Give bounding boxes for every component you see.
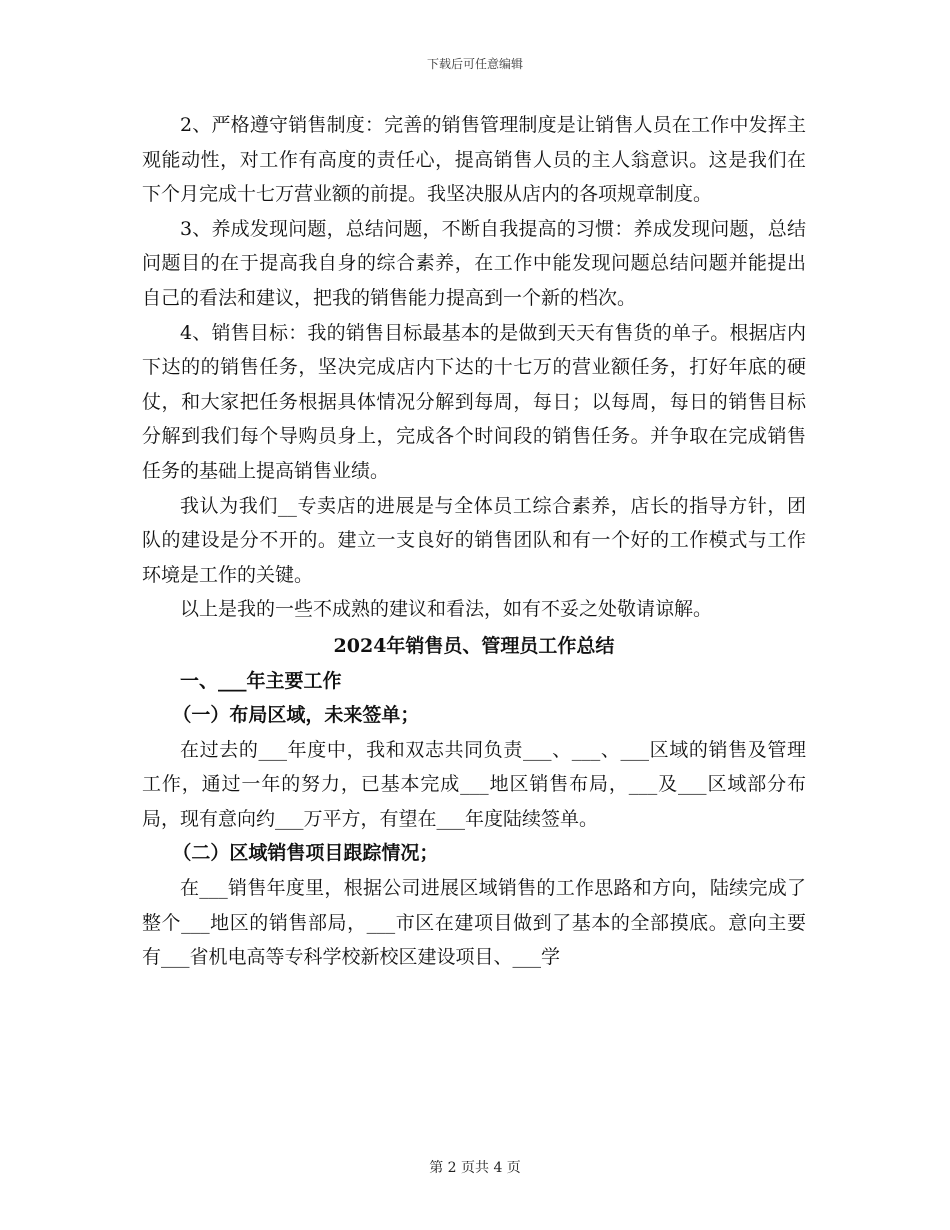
paragraph-layout: 在过去的___年度中，我和双志共同负责___、___、___区域的销售及管理工作，通过一年的努力，已基本完成___地区销售布局，___及___区域部分布局，现有意向约___万平方，有望在___年度陆续签单。 — [142, 738, 806, 830]
document-title: 2024年销售员、管理员工作总结 — [333, 634, 615, 657]
paragraph-sales-rules: 2、严格遵守销售制度：完善的销售管理制度是让销售人员在工作中发挥主观能动性，对工作有高度的责任心，提高销售人员的主人翁意识。这是我们在下个月完成十七万营业额的前提。我坚决服从店内的各项规章制度。 — [142, 114, 806, 206]
paragraph-problem-habits: 3、养成发现问题，总结问题，不断自我提高的习惯：养成发现问题，总结问题目的在于提高我自身的综合素养，在工作中能发现问题总结问题并能提出自己的看法和建议，把我的销售能力提高到一个新的档次。 — [142, 217, 806, 309]
paragraph-closing: 以上是我的一些不成熟的建议和看法，如有不妥之处敬请谅解。 — [180, 598, 713, 621]
page-footer: 第 2 页共 4 页 — [429, 1160, 521, 1176]
section-heading-main-work: 一、___年主要工作 — [180, 669, 342, 692]
subsection-heading-tracking: （二）区域销售项目跟踪情况； — [172, 842, 439, 865]
paragraph-sales-target: 4、销售目标：我的销售目标最基本的是做到天天有售货的单子。根据店内下达的的销售任务，坚决完成店内下达的十七万的营业额任务，打好年底的硬仗，和大家把任务根据具体情况分解到每周，每日；以每周，每日的销售目标分解到我们每个导购员身上，完成各个时间段的销售任务。并争取在完成销售任务的基础上提高销售业绩。 — [142, 321, 806, 482]
paragraph-tracking: 在___销售年度里，根据公司进展区域销售的工作思路和方向，陆续完成了整个___地区的销售部局，___市区在建项目做到了基本的全部摸底。意向主要有___省机电高等专科学校新校区建设项目、___学 — [142, 877, 806, 969]
page-header: 下载后可任意编辑 — [426, 57, 523, 71]
subsection-heading-layout: （一）布局区域，未来签单； — [172, 704, 420, 727]
document-body — [142, 108, 806, 975]
paragraph-store-development: 我认为我们__专卖店的进展是与全体员工综合素养，店长的指导方针，团队的建设是分不开的。建立一支良好的销售团队和有一个好的工作模式与工作环境是工作的关键。 — [142, 494, 806, 586]
